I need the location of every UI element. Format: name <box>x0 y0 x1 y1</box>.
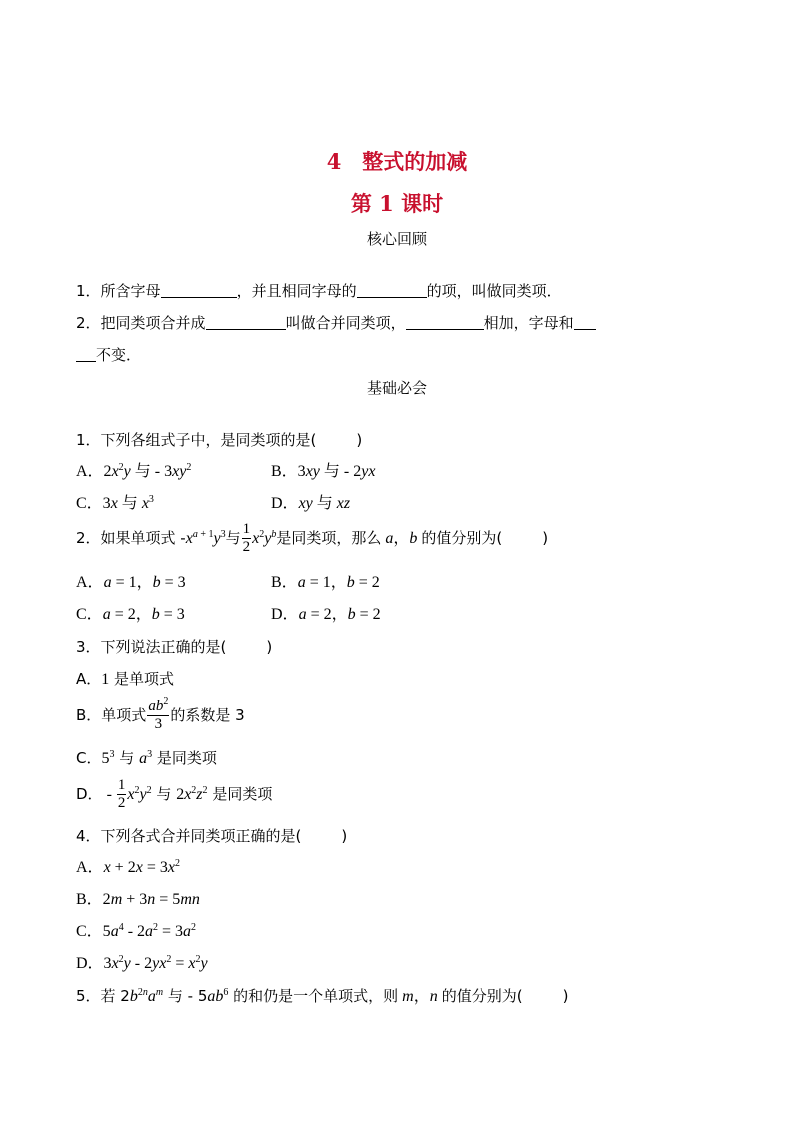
close-paren: ) <box>356 431 363 449</box>
question-text: 的和仍是一个单项式，则 <box>233 987 399 1005</box>
answer-blank[interactable] <box>574 314 596 330</box>
section-heading-basic: 基础必会 <box>366 379 427 397</box>
connector-text: 与 <box>119 749 135 767</box>
review-question-1 <box>76 281 562 301</box>
close-paren: ) <box>266 638 273 656</box>
question-number: 2． <box>76 314 101 332</box>
review-question-2 <box>76 313 596 333</box>
option-text: 是同类项 <box>212 785 273 803</box>
q1-option-d: D．xy 与 xz <box>271 495 351 512</box>
page-subtitle: 第 1 课时 <box>350 191 444 216</box>
question-text: 相加，字母和 <box>483 314 574 332</box>
option-text: 是单项式 <box>114 670 175 688</box>
q3-option-a: A．1 是单项式 <box>76 670 175 688</box>
connector-text: 与 <box>316 495 333 512</box>
question-number: 1． <box>76 282 101 300</box>
question-1-stem <box>76 430 362 450</box>
fraction-one-half: $\frac{1}{2}$ <box>117 777 126 811</box>
q4-option-d: D．$3x^2y - 2yx^2 = x^2y$ <box>76 954 208 972</box>
close-paren: ) <box>562 987 569 1005</box>
connector-text: 与 <box>134 463 151 480</box>
question-text: 2．如果单项式 - <box>76 529 186 547</box>
q3-option-c: C．$5^3$ 与 $a^3$ 是同类项 <box>76 749 217 767</box>
close-paren: ) <box>341 827 348 845</box>
question-text: 5．若 2 <box>76 987 130 1005</box>
q4-option-b: B．2m + 3n = 5mn <box>76 891 200 908</box>
q3-option-d: D． - $\frac{1}{2}$ $x^2y^2$ 与 $2x^2z^2$ 是同类项 <box>76 777 273 811</box>
question-text: ，并且相同字母的 <box>236 282 357 300</box>
question-text: 的值分别为( <box>441 987 523 1005</box>
q2-option-b: B．a = 1，b = 2 <box>271 574 380 591</box>
q1-option-b: B．3xy 与 - 2yx <box>271 463 376 480</box>
question-text: 1．下列各组式子中，是同类项的是( <box>76 431 317 449</box>
question-text: 3．下列说法正确的是( <box>76 638 227 656</box>
question-text: 4．下列各式合并同类项正确的是( <box>76 827 302 845</box>
close-paren: ) <box>542 529 549 547</box>
question-text: 的值分别为( <box>421 529 503 547</box>
question-2-stem: 2．如果单项式 $-x^{a + 1}y^3$与 $\frac{1}{2}$ $x^2y^b$是同类项，那么 a，b 的值分别为( ) <box>76 521 549 555</box>
option-text: 的系数是 3 <box>170 706 245 724</box>
q4-option-a: A．$x + 2x = 3x^2$ <box>76 858 180 876</box>
connector-text: 与 <box>156 785 172 803</box>
question-text: 与 <box>225 529 241 547</box>
fraction-one-half: $\frac{1}{2}$ <box>242 521 251 555</box>
connector-text: 与 <box>323 463 340 480</box>
question-text: 所含字母 <box>100 282 161 300</box>
question-text: 的项，叫做同类项． <box>426 282 562 300</box>
q1-option-c: C．3x 与 $x^3$ <box>76 494 154 512</box>
question-text: 叫做合并同类项， <box>285 314 406 332</box>
question-5-stem: 5．若 $2b^{2n}a^m$ 与 - $5ab^6$ 的和仍是一个单项式，则 m，n 的值分别为( ) <box>76 987 569 1005</box>
q2-option-c: C．a = 2，b = 3 <box>76 606 185 623</box>
review-question-2-continued <box>76 345 141 365</box>
question-4-stem <box>76 826 347 846</box>
q1-option-a: A．$2x^2y$ 与 - $3xy^2$ <box>76 462 192 480</box>
section-heading-review: 核心回顾 <box>366 230 427 248</box>
question-text: 是同类项，那么 <box>276 529 382 547</box>
answer-blank[interactable] <box>357 282 427 298</box>
option-text: 是同类项 <box>156 749 217 767</box>
answer-blank[interactable] <box>206 314 286 330</box>
fraction-ab2-over-3: $\frac{ab^2}{3}$ <box>148 696 169 732</box>
question-3-stem <box>76 637 272 657</box>
page-title: 4 整式的加减 <box>326 149 468 174</box>
q4-option-c: C．$5a^4 - 2a^2 = 3a^2$ <box>76 922 197 940</box>
answer-blank[interactable] <box>76 346 96 362</box>
option-text: 单项式 <box>101 706 147 724</box>
q3-option-b: B．单项式 $\frac{ab^2}{3}$ 的系数是 3 <box>76 696 245 732</box>
connector-text: 与 <box>121 495 138 512</box>
q2-option-d: D．a = 2，b = 2 <box>271 606 381 623</box>
answer-blank[interactable] <box>161 282 237 298</box>
question-text: 与 - 5 <box>167 987 208 1005</box>
answer-blank[interactable] <box>406 314 484 330</box>
q2-option-a: A．a = 1，b = 3 <box>76 574 186 591</box>
question-text: 把同类项合并成 <box>100 314 206 332</box>
question-text: 不变． <box>96 346 142 364</box>
